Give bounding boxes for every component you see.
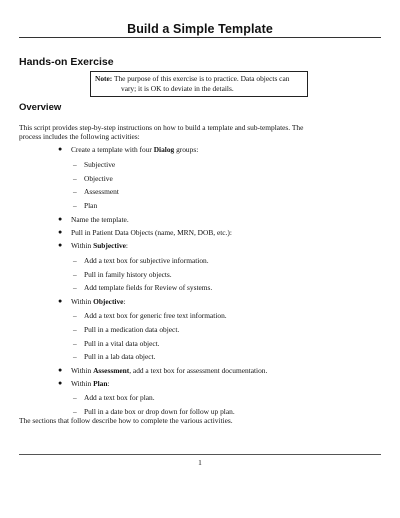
bullet-icon: ●	[58, 366, 63, 374]
note-label: Note:	[95, 74, 113, 83]
sub-item-text: Plan	[84, 201, 98, 210]
section-heading: Hands-on Exercise	[19, 56, 114, 68]
sub-item-text: Pull in a vital data object.	[84, 339, 160, 348]
dash-icon: –	[73, 187, 77, 196]
dash-icon: –	[73, 256, 77, 265]
sub-item-text: Add a text box for plan.	[84, 393, 155, 402]
sub-item-text: Subjective	[84, 160, 116, 169]
bullet-icon: ●	[58, 228, 63, 236]
bullet-icon: ●	[58, 379, 63, 387]
note-text-1: The purpose of this exercise is to practice. Data objects can	[113, 74, 290, 83]
sub-item-text: Assessment	[84, 187, 119, 196]
item-bold: Plan	[93, 379, 108, 388]
dash-icon: –	[73, 352, 77, 361]
overview-heading: Overview	[19, 102, 62, 113]
bullet-icon: ●	[58, 241, 63, 249]
sub-item-text: Pull in family history objects.	[84, 270, 172, 279]
item-bold: Assessment	[93, 366, 130, 375]
item-text: Within	[71, 241, 94, 250]
dash-icon: –	[73, 393, 77, 402]
item-bold: Dialog	[153, 145, 175, 154]
bullet-icon: ●	[58, 297, 63, 305]
item-text: Within	[71, 297, 94, 306]
item-text: Within	[71, 379, 94, 388]
note-line-1	[95, 74, 303, 84]
item-bold: Objective	[93, 297, 124, 306]
dash-icon: –	[73, 174, 77, 183]
item-text: :	[123, 297, 126, 306]
overview-intro	[19, 123, 381, 142]
sub-item-text: Pull in a date box or drop down for follow up plan.	[84, 407, 235, 416]
item-text: , add a text box for assessment documentation.	[129, 366, 268, 375]
intro-line-1: This script provides step-by-step instructions on how to build a template and sub-templates. The	[19, 123, 304, 132]
page-number: 1	[198, 458, 202, 467]
sub-item-text: Add a text box for generic free text information.	[84, 311, 227, 320]
sub-item-text: Pull in a lab data object.	[84, 352, 156, 361]
dash-icon: –	[73, 201, 77, 210]
header-divider	[19, 37, 381, 38]
note-text-2: vary; it is OK to deviate in the details.	[121, 84, 234, 93]
note-box	[90, 71, 308, 97]
dash-icon: –	[73, 407, 77, 416]
page-header-title: Build a Simple Template	[127, 22, 273, 36]
item-text: Pull in Patient Data Objects (name, MRN, DOB, etc.):	[71, 228, 232, 237]
item-text: :	[125, 241, 128, 250]
dash-icon: –	[73, 283, 77, 292]
sub-item-text: Pull in a medication data object.	[84, 325, 180, 334]
item-text: groups:	[174, 145, 199, 154]
dash-icon: –	[73, 311, 77, 320]
sub-item-text: Add a text box for subjective information.	[84, 256, 209, 265]
item-text: Within	[71, 366, 94, 375]
overview-outro: The sections that follow describe how to complete the various activities.	[19, 416, 233, 425]
bullet-icon: ●	[58, 215, 63, 223]
sub-item-text: Objective	[84, 174, 113, 183]
footer-divider	[19, 454, 381, 455]
item-text: Name the template.	[71, 215, 129, 224]
item-text: Create a template with four	[71, 145, 154, 154]
sub-item-text: Add template fields for Review of systems.	[84, 283, 213, 292]
intro-line-2: process includes the following activities:	[19, 132, 140, 142]
item-bold: Subjective	[93, 241, 126, 250]
dash-icon: –	[73, 325, 77, 334]
dash-icon: –	[73, 160, 77, 169]
dash-icon: –	[73, 339, 77, 348]
item-text: :	[107, 379, 110, 388]
dash-icon: –	[73, 270, 77, 279]
bullet-icon: ●	[58, 145, 63, 153]
